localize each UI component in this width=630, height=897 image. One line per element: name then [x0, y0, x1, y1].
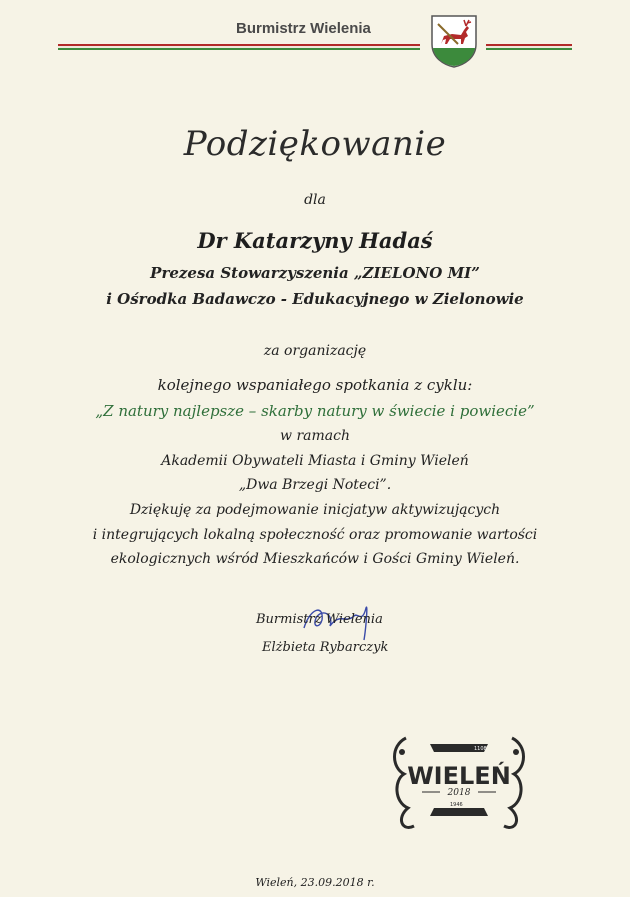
reason-intro: za organizację [263, 343, 367, 359]
recipient-org-line-2: i Ośrodka Badawczo - Edukacyjnego w Zielonowie [106, 290, 524, 308]
body-line-4: Akademii Obywateli Miasta i Gminy Wieleń [161, 453, 469, 469]
body-line-7: i integrujących lokalną społeczność oraz promowanie wartości [92, 527, 538, 543]
wielen-2018-logo-icon [388, 728, 530, 834]
signatory-name: Elżbieta Rybarczyk [262, 640, 389, 655]
svg-text:1108: 1108 [474, 746, 487, 752]
header-title: Burmistrz Wielenia [236, 20, 371, 37]
recipient-name: Dr Katarzyny Hadaś [197, 228, 433, 253]
svg-text:2018: 2018 [447, 788, 471, 798]
recipient-org-line-1: Prezesa Stowarzyszenia „ZIELONO MI” [150, 264, 480, 282]
place-and-date: Wieleń, 23.09.2018 r. [255, 876, 375, 889]
header-stripe-green-right [486, 48, 572, 50]
document-heading: Podziękowanie [183, 124, 447, 164]
body-line-5: „Dwa Brzegi Noteci”. [238, 477, 392, 493]
signatory-title: Burmistrz Wielenia [256, 612, 383, 627]
body-line-1: kolejnego wspaniałego spotkania z cyklu: [157, 376, 473, 394]
event-title: „Z natury najlepsze – skarby natury w świecie i powiecie” [95, 402, 535, 420]
header-stripe-green-left [58, 48, 420, 50]
svg-text:WIELEŃ: WIELEŃ [407, 762, 511, 790]
body-line-3: w ramach [280, 428, 350, 444]
svg-text:1946: 1946 [450, 802, 463, 808]
body-line-6: Dziękuję za podejmowanie inicjatyw aktywizujących [129, 502, 501, 518]
for-label: dla [304, 192, 326, 208]
coat-of-arms-icon [428, 14, 480, 68]
body-line-8: ekologicznych wśród Mieszkańców i Gości Gminy Wieleń. [110, 551, 520, 567]
